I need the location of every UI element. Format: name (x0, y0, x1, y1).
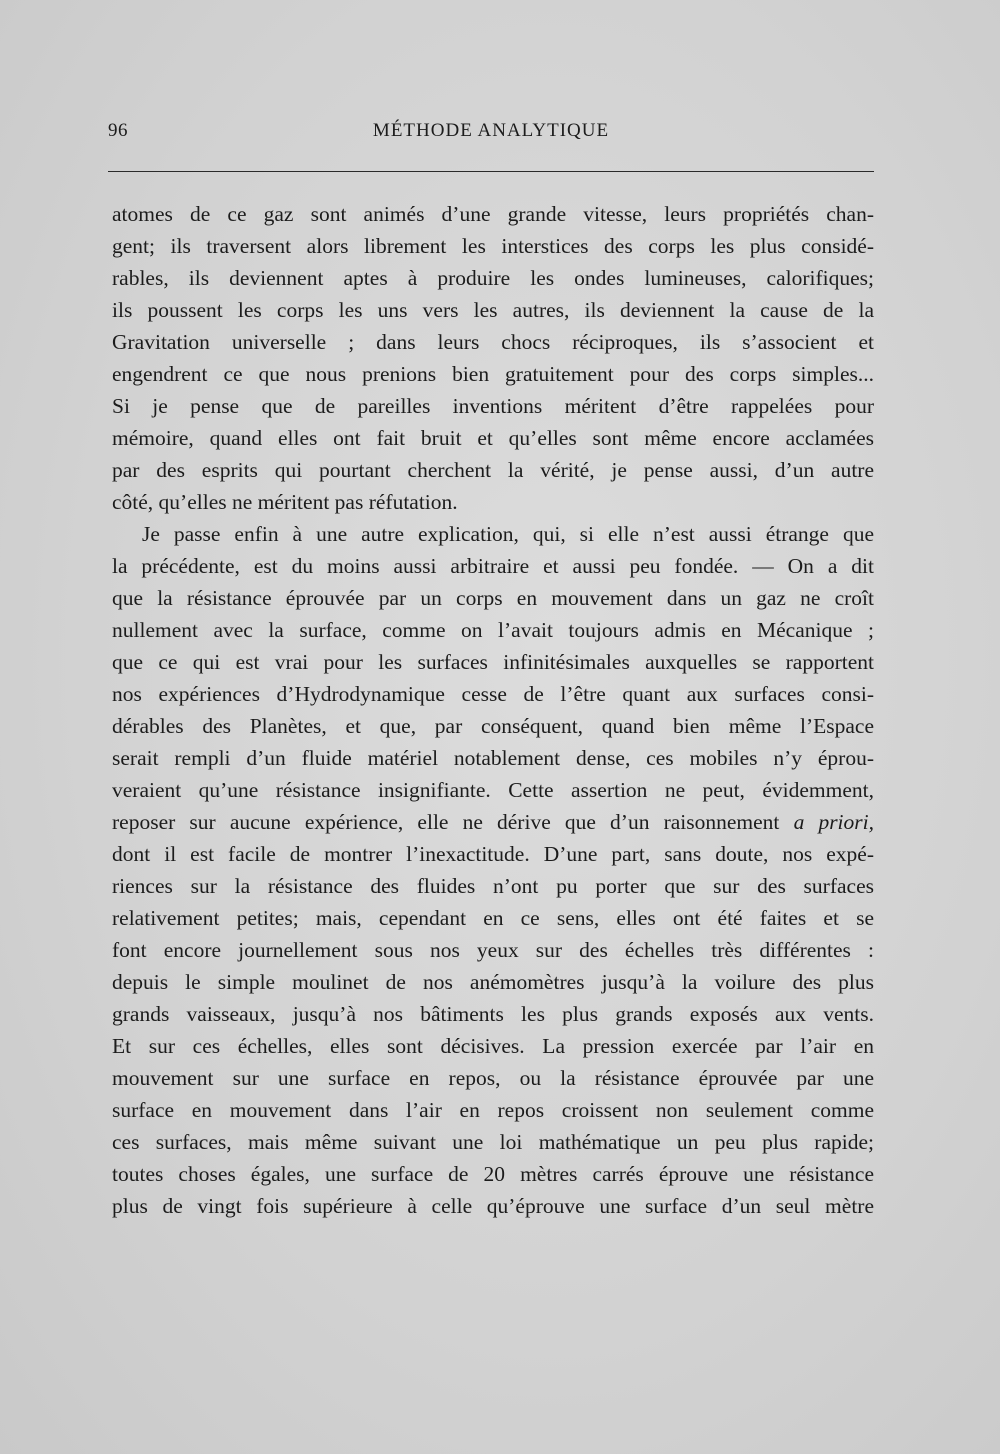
italic-term: a priori, (793, 810, 875, 834)
text-line-with-italic (112, 806, 874, 838)
text-line: la précédente, est du moins aussi arbitraire et aussi peu fondée. — On a dit (112, 554, 874, 578)
text-line: que la résistance éprouvée par un corps en mouvement dans un gaz ne croît (112, 586, 874, 610)
text-line: côté, qu’elles ne méritent pas réfutation. (112, 490, 458, 514)
text-line: nullement avec la surface, comme on l’avait toujours admis en Mécanique ; (112, 618, 874, 642)
text-line: veraient qu’une résistance insignifiante. Cette assertion ne peut, évidemment, (112, 778, 874, 802)
text-line: serait rempli d’un fluide matériel notablement dense, ces mobiles n’y éprou- (112, 746, 874, 770)
text-line: par des esprits qui pourtant cherchent la vérité, je pense aussi, d’un autre (112, 458, 874, 482)
header-rule (108, 171, 874, 172)
text-line: relativement petites; mais, cependant en ce sens, elles ont été faites et se (112, 906, 874, 930)
text-line: Gravitation universelle ; dans leurs chocs réciproques, ils s’associent et (112, 330, 874, 354)
text-line: font encore journellement sous nos yeux sur des échelles très différentes : (112, 938, 874, 962)
text-line: mouvement sur une surface en repos, ou la résistance éprouvée par une (112, 1066, 874, 1090)
text-line: atomes de ce gaz sont animés d’une grande vitesse, leurs propriétés chan- (112, 202, 874, 226)
page-number: 96 (108, 120, 128, 141)
text-segment: reposer sur aucune expérience, elle ne dérive que d’un raisonnement (112, 810, 780, 834)
running-head (108, 120, 874, 146)
text-line: gent; ils traversent alors librement les interstices des corps les plus considé- (112, 234, 874, 258)
text-line: Je passe enfin à une autre explication, qui, si elle n’est aussi étrange que (142, 522, 874, 546)
text-line: Si je pense que de pareilles inventions méritent d’être rappelées pour (112, 394, 874, 418)
body-text (112, 198, 874, 1222)
text-line: toutes choses égales, une surface de 20 mètres carrés éprouve une résistance (112, 1162, 874, 1186)
text-line: engendrent ce que nous prenions bien gratuitement pour des corps simples... (112, 362, 874, 386)
text-line: riences sur la résistance des fluides n’ont pu porter que sur des surfaces (112, 874, 874, 898)
running-title: MÉTHODE ANALYTIQUE (372, 120, 610, 141)
text-line: Et sur ces échelles, elles sont décisives. La pression exercée par l’air en (112, 1034, 874, 1058)
text-line: ils poussent les corps les uns vers les autres, ils deviennent la cause de la (112, 298, 874, 322)
text-line: plus de vingt fois supérieure à celle qu’éprouve une surface d’un seul mètre (112, 1194, 874, 1218)
text-line: mémoire, quand elles ont fait bruit et qu’elles sont même encore acclamées (112, 426, 874, 450)
text-line: grands vaisseaux, jusqu’à nos bâtiments les plus grands exposés aux vents. (112, 1002, 874, 1026)
text-line: rables, ils deviennent aptes à produire les ondes lumineuses, calorifiques; (112, 266, 874, 290)
text-line: que ce qui est vrai pour les surfaces infinitésimales auxquelles se rapportent (112, 650, 874, 674)
text-line: depuis le simple moulinet de nos anémomètres jusqu’à la voilure des plus (112, 970, 874, 994)
text-line: dont il est facile de montrer l’inexactitude. D’une part, sans doute, nos expé- (112, 842, 874, 866)
text-line: dérables des Planètes, et que, par conséquent, quand bien même l’Espace (112, 714, 874, 738)
text-line: nos expériences d’Hydrodynamique cesse de l’être quant aux surfaces consi- (112, 682, 874, 706)
text-line: surface en mouvement dans l’air en repos croissent non seulement comme (112, 1098, 874, 1122)
text-line: ces surfaces, mais même suivant une loi mathématique un peu plus rapide; (112, 1130, 874, 1154)
